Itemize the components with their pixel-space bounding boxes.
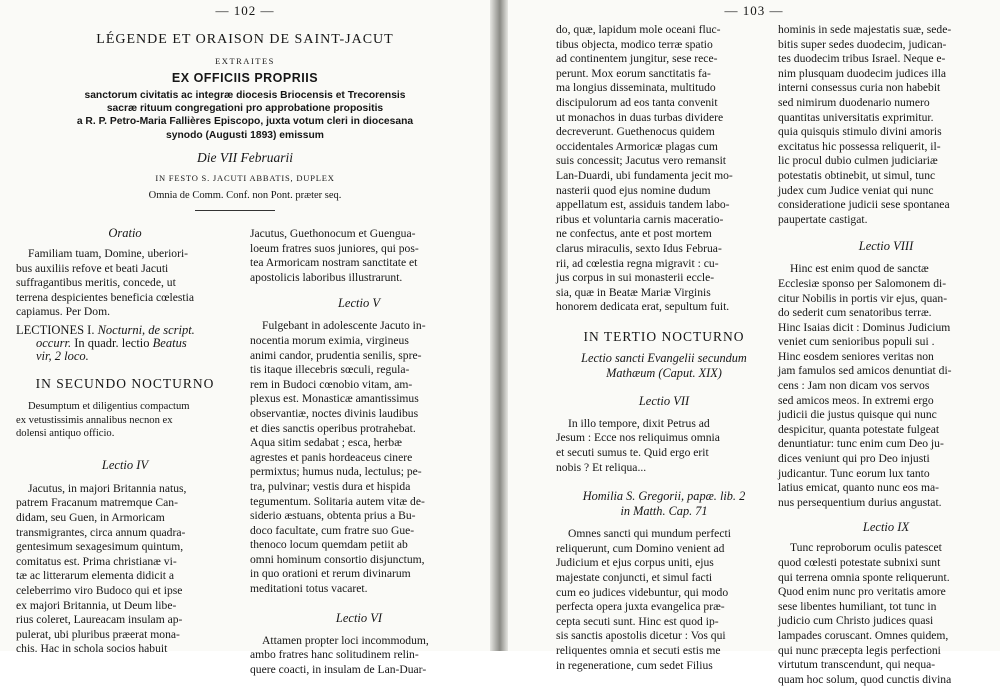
omnes-text: [556, 527, 772, 673]
text-line: agrestes et panis hordeaceus cinere: [250, 450, 413, 464]
text-line: chis. Hac in schola socios habuit: [16, 642, 168, 656]
text-line: honorem dedicata erat, sepultum fuit.: [556, 300, 730, 314]
page-number-left: — 102 —: [215, 3, 275, 18]
text-line: Jacutus, in majori Britannia natus,: [28, 481, 187, 495]
subtitle-line: a R. P. Petro-Maria Fallières Episcopo, juxta votum cleri in diocesana: [76, 116, 414, 128]
text-line: nim plusquam duodecim judices illa: [778, 66, 947, 80]
text-line: permixtus; humus nuda, lectulus; pe-: [250, 465, 422, 479]
text-line: perfecta opera juxta evangelica præ-: [556, 600, 725, 614]
text-line: tes duodecim tribus Israel. Neque e-: [778, 52, 946, 66]
lectiones-italic: vir, 2 loco.: [36, 348, 89, 363]
text-line: thenoco locum quemdam petiit ab: [250, 538, 408, 552]
text-line: suffragantibus meritis, concede, ut: [16, 276, 176, 290]
text-line: meditationi totus vacaret.: [250, 582, 368, 596]
col2-top-text: [778, 23, 994, 227]
text-line: cepta secuti sunt. Hinc est quod ip-: [556, 614, 719, 628]
text-line: latius emicat, quanto nunc eos ma-: [778, 481, 939, 495]
text-line: tra, pulvinar; vestis dura et hispida: [250, 479, 411, 493]
text-line: Quod enim nunc pro veritatis amore: [778, 585, 946, 599]
text-line: ex majori Britannia, ut Deum libe-: [16, 598, 177, 612]
text-line: observantiæ, noctes divinis laudibus: [250, 406, 419, 420]
divider-rule: [195, 210, 275, 211]
text-line: bitis super sedes duodecim, judican-: [778, 37, 947, 51]
lectio-iv-text: [16, 482, 234, 657]
text-line: judicio cum Christo judices quasi: [778, 614, 934, 628]
text-line: Fulgebant in adolescente Jacuto in-: [262, 319, 426, 333]
lectio-sancti-heading: [556, 351, 772, 381]
text-line: quam hoc solum, quod cunctis divina: [778, 672, 952, 686]
homilia-heading: [556, 489, 772, 519]
text-line: in regeneratione, cum sedet Filius: [556, 658, 713, 672]
text-line: in quo orationi et rerum divinarum: [250, 567, 411, 581]
text-line: ex vetustissimis annalibus necnon ex: [16, 414, 173, 426]
lectiones-text: In quadr. lectio: [74, 335, 150, 350]
text-line: Desumptum et diligentius compactum: [28, 400, 190, 412]
text-line: et dies sanctis operibus protrahebat.: [250, 421, 416, 435]
text-line: Hinc Isaias dicit : Dominus Judicium: [778, 320, 951, 334]
text-line: ribus et voluntaria carnis maceratio-: [556, 212, 724, 226]
nocturno-heading: IN TERTIO NOCTURNO: [583, 328, 745, 344]
text-line: veniet cum senioribus populi sui .: [778, 335, 935, 349]
text-line: nocentia morum eximia, virgineus: [250, 333, 409, 347]
in-festo-line: IN FESTO S. JACUTI ABBATIS, DUPLEX: [155, 173, 335, 183]
lectio-viii-text: [778, 262, 994, 510]
text-line: hominis in sede majestatis suæ, sede-: [778, 23, 952, 36]
subtitle-line: sanctorum civitatis ac integræ diocesis Briocensis et Trecorensis: [84, 90, 406, 101]
text-line: pulerat, ubi pluribus præerat mona-: [16, 627, 180, 641]
lectio-vi-text: [250, 634, 468, 678]
text-line: clarus miraculis, sexto Idus Februa-: [556, 241, 722, 255]
page-number-right: — 103 —: [724, 3, 784, 18]
lectio-heading: Lectio VI: [335, 610, 383, 625]
ex-officiis-line: EX OFFICIIS PROPRIIS: [171, 71, 319, 85]
text-line: doco facultate, cum fratre suo Gue-: [250, 523, 415, 537]
subtitle-line: sacræ rituum congregationi pro approbatione propositis: [106, 103, 384, 115]
text-line: suis concessit; Jacutus vero remansit: [556, 154, 727, 168]
text-line: plexus est. Monasticæ amantissimus: [250, 392, 419, 406]
lectiones-italic: Nocturni, de script.: [97, 322, 195, 337]
text-line: quia quisquis stimulo divini amoris: [778, 125, 942, 139]
text-line: Jesum : Ecce nos reliquimus omnia: [556, 431, 720, 445]
text-line: jam famulos sed amicos denuntiat di-: [778, 364, 952, 378]
text-line: discipulorum ad eos tanta convenit: [556, 95, 718, 109]
text-line: Omnes sancti qui mundum perfecti: [568, 527, 731, 541]
text-line: ne confectus, ante et post mortem: [556, 227, 712, 241]
text-line: tis itaque illecebris sœculi, regula-: [250, 363, 410, 377]
lectio-heading: Lectio IV: [101, 457, 149, 472]
lectio-heading: Lectio IX: [862, 520, 910, 535]
text-line: rii, ad cœlestia regna migravit : cu-: [556, 256, 719, 270]
oratio-text: [16, 247, 234, 320]
page-title: LÉGENDE ET ORAISON DE SAINT-JACUT: [96, 32, 394, 47]
text-line: celeberrimo viro Budoco qui et ipse: [16, 583, 183, 597]
text-line: transmigrantes, circa annum quadra-: [16, 525, 186, 539]
text-line: do, quæ, lapidum mole oceani fluc-: [556, 23, 721, 36]
text-line: quod cœlesti potestate subnixi sunt: [778, 556, 941, 569]
text-line: Hinc est enim quod de sanctæ: [790, 262, 929, 276]
text-line: terrena despicientes beneficia cœlestia: [16, 290, 194, 304]
text-line: nobis ? Et reliqua...: [556, 460, 647, 474]
text-line: Hinc eosdem seniores veritas non: [778, 349, 934, 363]
omnia-line: Omnia de Comm. Conf. non Pont. præter seq.: [148, 190, 342, 201]
lectiones-label: LECTIONES I.: [16, 322, 95, 337]
text-line: interni consessus curia non habebit: [778, 81, 941, 95]
text-line: excitatus hic possessa reliquerit, il-: [778, 139, 941, 153]
text-line: Tunc reproborum oculis patescet: [790, 541, 942, 555]
text-line: siderio æstuans, obtenta prius a Bu-: [250, 509, 416, 523]
text-line: loeum fratres suos juniores, qui pos-: [250, 241, 419, 255]
right-column-2: [778, 23, 994, 687]
lectio-v-text: [250, 319, 468, 596]
die-heading: Die VII Februarii: [197, 150, 293, 165]
subtitle-block: [0, 89, 490, 142]
text-line: nus persequentium durius angustat.: [778, 495, 942, 509]
text-line: despicitur, quanta potestate fulgeat: [778, 422, 940, 436]
text-line: patrem Fracanum matremque Can-: [16, 496, 178, 510]
text-line: lampades coruscant. Omnes quidem,: [778, 628, 949, 642]
right-page: [508, 0, 1000, 686]
text-line: comitatus est. Prima christianæ vi-: [16, 554, 177, 568]
text-line: occidentales Armoricæ plagas cum: [556, 139, 718, 153]
lectio-heading: Lectio VIII: [858, 239, 914, 254]
text-line: quantitas universitatis exprimitur.: [778, 110, 934, 124]
text-line: sia, quæ in Beatæ Mariæ Virginis: [556, 285, 711, 299]
text-line: cens : Jam non dicam vos servos: [778, 379, 930, 393]
text-line: tibus objecta, modico terræ spatio: [556, 37, 713, 51]
text-line: denuntiatur: tunc enim cum Deo ju-: [778, 437, 944, 451]
text-line: citur Nobilis in portis vir ejus, quan-: [778, 291, 948, 305]
text-line: reliquentes omnia et secuti estis me: [556, 644, 721, 657]
text-line: ut monachos in duas turbas dividere: [556, 110, 724, 124]
text-line: Ecclesiæ sponso per Salomonem di-: [778, 276, 947, 290]
text-line: in Matth. Cap. 71: [620, 504, 708, 519]
text-line: sese libentes humiliant, tot tunc in: [778, 599, 937, 613]
text-line: sed amicos meos. In extremi ergo: [778, 393, 934, 407]
text-line: didam, seu Guen, in Armoricam: [16, 510, 165, 524]
left-column-2: [250, 227, 468, 677]
book-gutter: [490, 0, 508, 651]
text-line: Mathæum (Caput. XIX): [606, 365, 722, 380]
text-line: apostolicis laboribus illustrarunt.: [250, 270, 403, 284]
lectiones-block: [16, 324, 234, 363]
text-line: qui terrena omnia sponte reliquerunt.: [778, 570, 950, 584]
text-line: omni hominum consortio disjunctum,: [250, 552, 425, 566]
text-line: sed nimirum duodenario numero: [778, 95, 930, 109]
text-line: sis sanctis apostolis dicetur : Vos qui: [556, 629, 726, 643]
text-line: judex cum Judice veniat qui nunc: [778, 183, 934, 197]
text-line: lic procul dubio culmen judiciariæ: [778, 154, 938, 168]
text-line: tegumentum. Solitaria autem vitæ de-: [250, 494, 425, 508]
text-line: gentesimum sexagesimum quintum,: [16, 540, 184, 554]
text-line: Lectio sancti Evangelii secundum: [581, 350, 747, 365]
text-line: Familiam tuam, Domine, uberiori-: [28, 247, 189, 260]
subtitle-line: synodo (Augusti 1893) emissum: [166, 129, 324, 141]
text-line: Judicium et ejus corpus uniti, ejus: [556, 556, 714, 570]
text-line: Attamen propter loci incommodum,: [262, 633, 429, 647]
text-line: jus corpus in sui monasterii eccle-: [556, 271, 715, 285]
text-line: Jacutus, Guethonocum et Guengua-: [250, 227, 416, 240]
text-line: majestate conjuncti, et simul facti: [556, 571, 713, 585]
text-line: Aqua sitim sedabat ; esca, herbæ: [250, 436, 402, 450]
text-line: rem in Budoci cœnobio vitam, am-: [250, 377, 413, 391]
text-line: nasterii quod ejus nomine dudum: [556, 183, 711, 197]
text-line: quere coacti, in insulam de Lan-Duar-: [250, 662, 427, 676]
text-line: potestatis obtinebit, ut simul, tunc: [778, 168, 936, 182]
left-column-1: [16, 226, 234, 657]
text-line: et secuti sumus te. Quid ergo erit: [556, 446, 709, 460]
lectiones-italic: Beatus: [152, 335, 187, 350]
text-line: ma longius disseminata, multitudo: [556, 81, 716, 95]
text-line: paupertate castigat.: [778, 212, 868, 226]
lectio-heading: Lectio VII: [638, 393, 690, 408]
text-line: perunt. Mox eorum sanctitatis fa-: [556, 66, 711, 80]
desumptum-text: [16, 400, 234, 441]
lectiones-italic: occurr.: [36, 335, 72, 350]
text-line: ad continentem jungitur, sese rece-: [556, 52, 718, 66]
text-line: reliquerunt, cum Domino venient ad: [556, 541, 725, 555]
nocturno-heading: IN SECUNDO NOCTURNO: [35, 375, 215, 391]
text-line: virtutum transcendunt, qui nequa-: [778, 658, 936, 672]
text-line: tæ ac litterarum elementa didicit a: [16, 569, 175, 583]
lectio-ix-text: [778, 541, 994, 687]
text-line: dolensi antiquo officio.: [16, 428, 115, 440]
oratio-heading: Oratio: [108, 226, 142, 240]
text-line: do sederit cum senatoribus terræ.: [778, 306, 932, 320]
text-line: bus auxiliis refove et beati Jacuti: [16, 261, 169, 275]
text-line: Homilia S. Gregorii, papæ. lib. 2: [582, 489, 746, 504]
col1-top-text: [556, 23, 772, 315]
text-line: qui nunc præcepta legis perfectioni: [778, 643, 941, 657]
text-line: decreverunt. Guethenocus quidem: [556, 125, 715, 139]
left-page: [0, 0, 490, 676]
lectio-vii-text: [556, 417, 772, 475]
right-column-1: [556, 23, 772, 673]
text-line: In illo tempore, dixit Petrus ad: [568, 416, 710, 430]
text-line: judicii die justus quisque qui nunc: [778, 408, 937, 422]
text-line: rius coleret, Laureacam insulam ap-: [16, 613, 183, 627]
text-line: judicantur. Tunc eorum lux tanto: [778, 466, 930, 480]
text-line: animi candor, prudentia senilis, spre-: [250, 348, 422, 362]
text-line: tea Armoricam nostram sanctitate et: [250, 256, 418, 270]
text-line: appellatum est, assiduis tandem labo-: [556, 198, 730, 212]
text-line: capiamus. Per Dom.: [16, 305, 111, 319]
extraites-line: EXTRAITES: [215, 56, 275, 66]
text-line: cum eo judices videbuntur, qui modo: [556, 585, 729, 599]
lectio-heading: Lectio V: [337, 296, 380, 311]
text-line: ambo fratres hanc solitudinem relin-: [250, 648, 419, 662]
col2-top-text: [250, 227, 468, 285]
text-line: Lan-Duardi, ubi fundamenta jecit mo-: [556, 168, 733, 182]
text-line: dices veniunt qui pro Deo injusti: [778, 452, 930, 466]
text-line: consideratione judicii sese spontanea: [778, 198, 950, 212]
